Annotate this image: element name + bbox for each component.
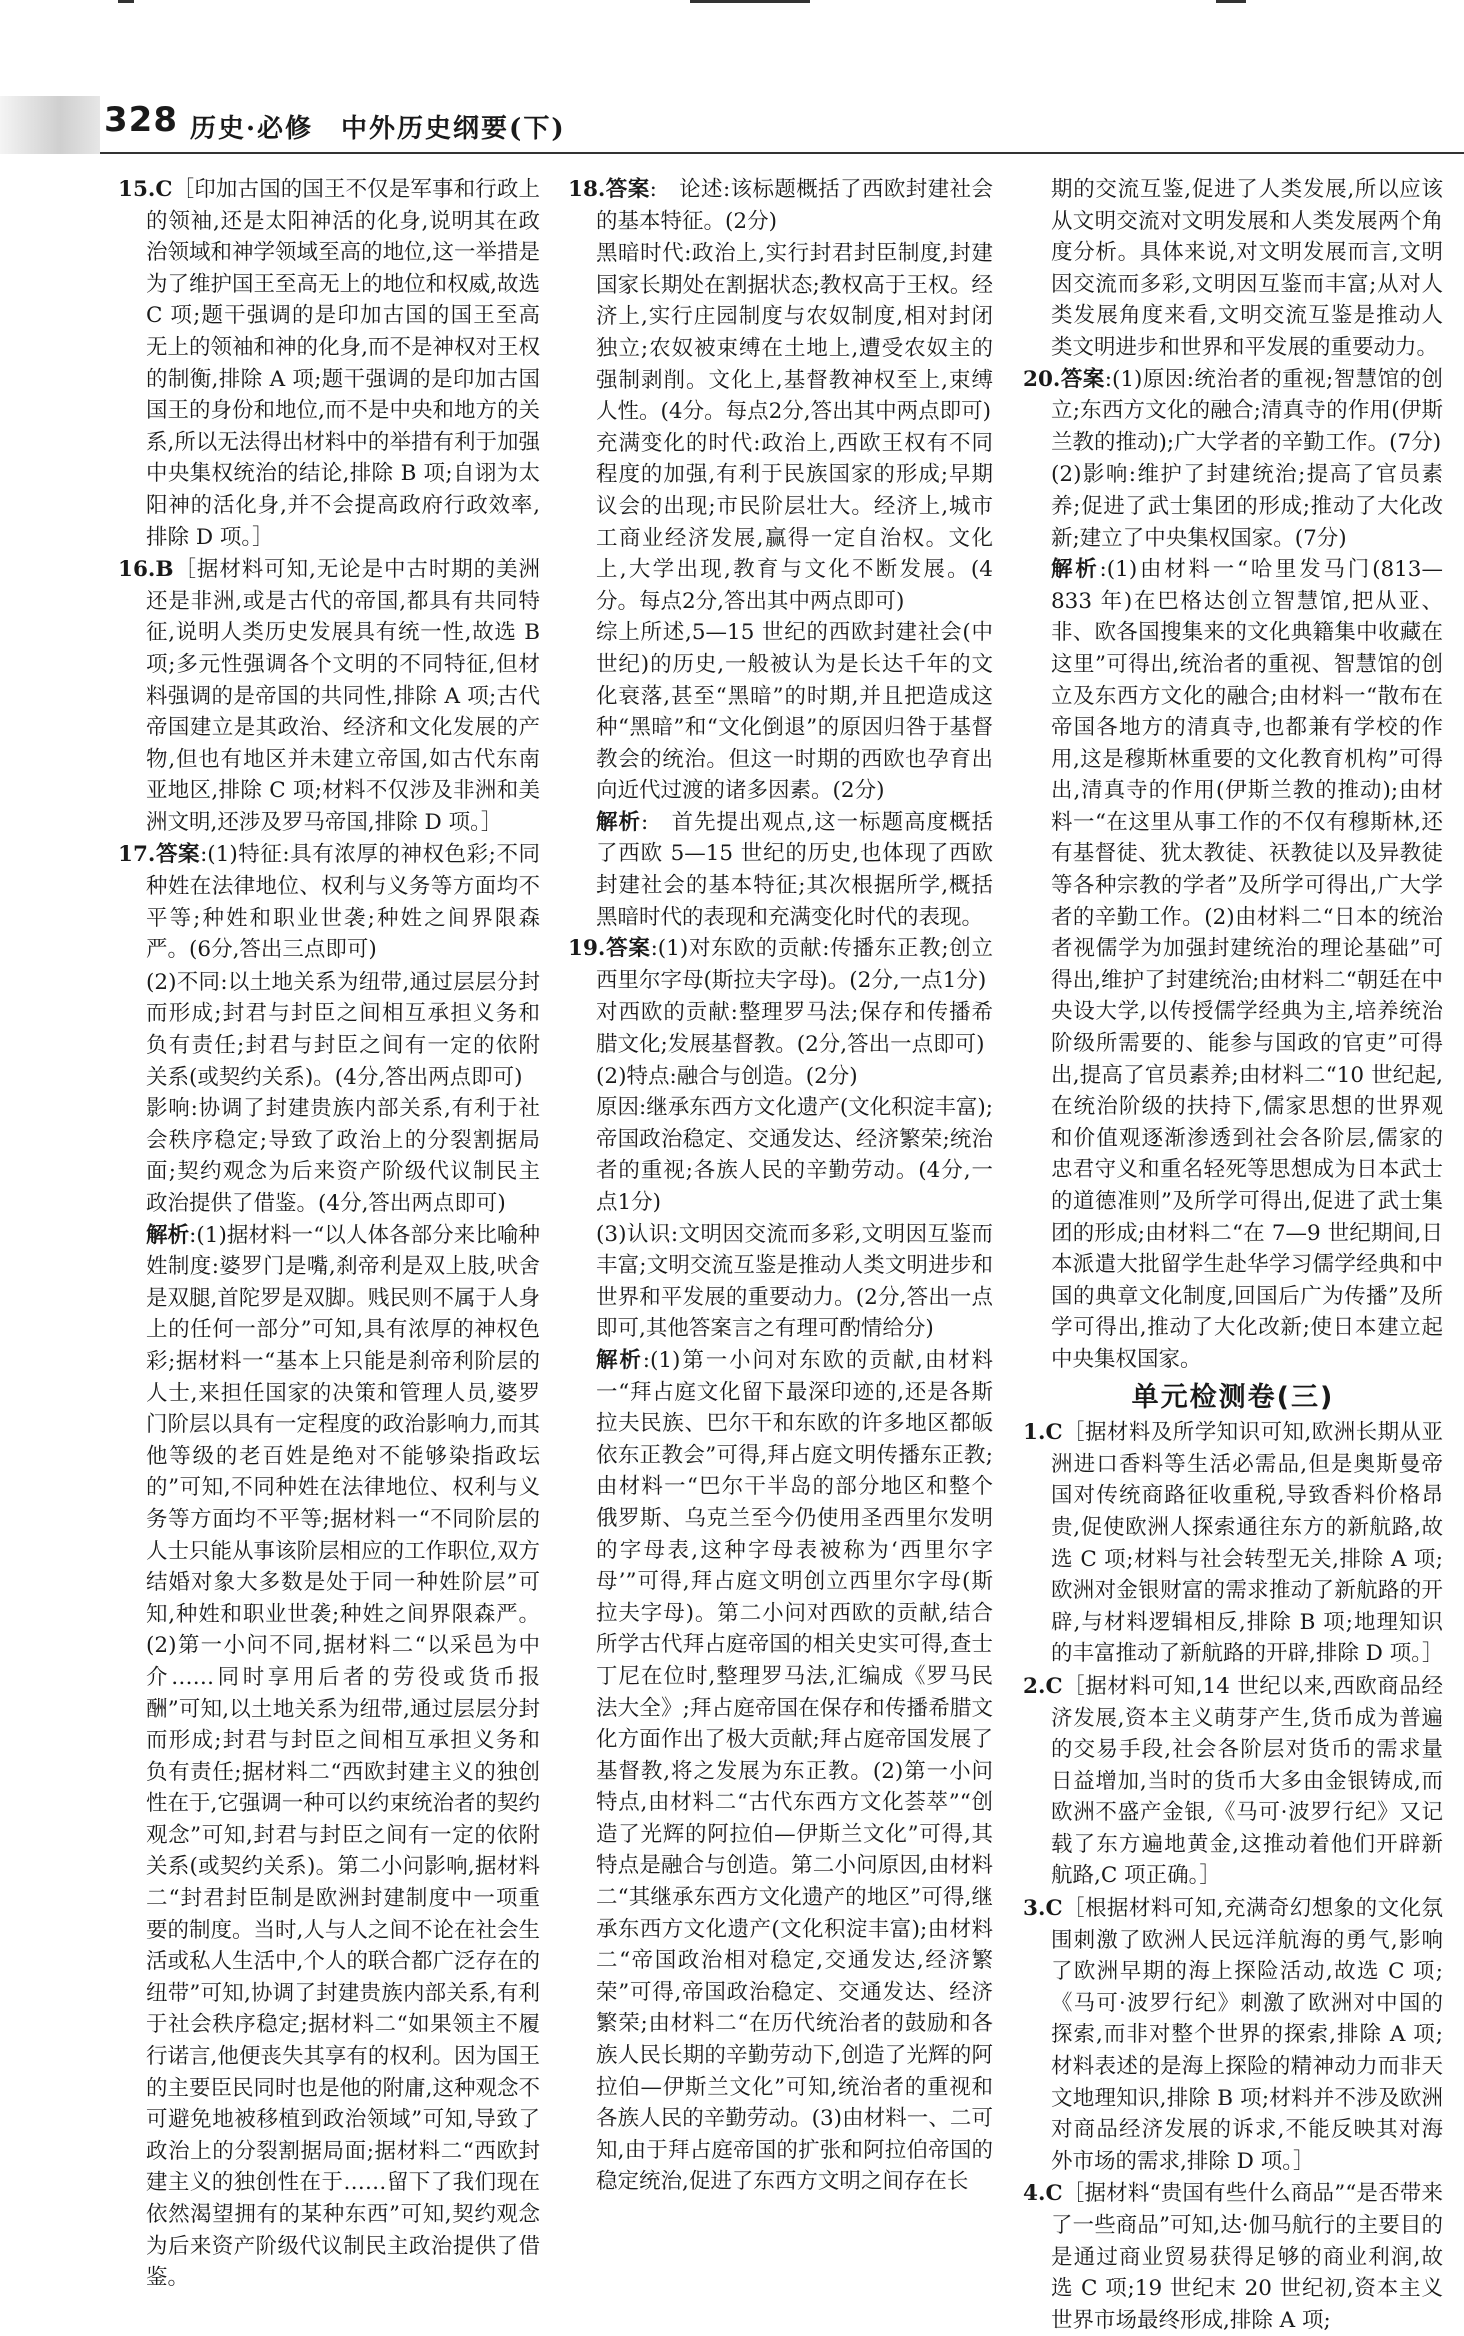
paragraph-text: : 首先提出观点,这一标题高度概括了西欧 5—15 世纪的历史,也体现了西欧封建社会的基本特征;其次根据所学,概括黑暗时代的表现和充满变化时代的表现。 [596, 809, 993, 930]
question-number: 16. [118, 557, 156, 583]
answer-explanation: : 论述:该标题概括了西欧封建社会的基本特征。(2分) [596, 177, 993, 234]
answer-paragraph [568, 238, 993, 428]
question-number: 18. [568, 177, 606, 202]
answer-explanation: :(1)对东欧的贡献:传播东正教;创立西里尔字母(斯拉夫字母)。(2分,一点1分) [596, 936, 993, 993]
answer-paragraph [118, 1220, 540, 2294]
paragraph-text: :(1)据材料一“以人体各部分来比喻种姓制度:婆罗门是嘴,刹帝利是双上肢,吠舍是双腿,首陀罗是双脚。贱民则不属于人身上的任何一部分”可知,具有浓厚的神权色彩;据材料一“基本上只能是刹帝利阶层的人士,来担任国家的决策和管理人员,婆罗门阶层以具有一定程度的政治影响力,而其他等级的老百姓是绝对不能够染指政坛的”可知,不同种姓在法律地位、权利与义务等方面均不平等;据材料一“不同阶层的人士只能从事该阶层相应的工作职位,双方结婚对象大多数是处于同一种姓阶层”可知,种姓和职业世袭;种姓之间界限森严。(2)第一小问不同,据材料二“以采邑为中介……同时享用后者的劳役或货币报酬”可知,以土地关系为纽带,通过层层分封而形成;封君与封臣之间相互承担义务和负有责任;据材料二“西欧封建主义的独创性在于,它强调一种可以约束统治者的契约观念”可知,封君与封臣之间有一定的依附关系(或契约关系)。第二小问影响,据材料二“封君封臣制是欧洲封建制度中一项重要的制度。当时,人与人之间不论在社会生活或私人生活中,个人的联合都广泛存在的纽带”可知,协调了封建贵族内部关系,有利于社会秩序稳定;据材料二“如果领主不履行诺言,他便丧失其享有的权利。因为国王的主要臣民同时也是他的附庸,这种观念不可避免地被移植到政治领域”可知,导致了政治上的分裂割据局面;据材料二“西欧封建主义的独创性在于……留下了我们现在依然渴望拥有的某种东西”可知,契约观念为后来资产阶级代议制民主政治提供了借鉴。 [146, 1222, 540, 2291]
question-number: 3. [1023, 1896, 1046, 1922]
answer-explanation: ［印加古国的国王不仅是军事和行政上的领袖,还是太阳神活的化身,说明其在政治领域和神学领域至高的地位,这一举措是为了维护国王至高无上的地位和权威,故选 C 项;题干强调的是印加古国的国王至高无上的领袖和神的化身,而不是神权对王权的制衡,排除 A 项;题干强调的是印加古国国王的身份和地位,而不是中央和地方的关系,所以无法得出材料中的举措有利于加强中央集权统治的结论,排除 B 项;自诩为太阳神的活化身,并不会提高政府行政效率,排除 D 项。］ [146, 177, 540, 550]
answer-item [118, 174, 540, 553]
paragraph-text: 黑暗时代:政治上,实行封君封臣制度,封建国家长期处在割据状态;教权高于王权。经济上,实行庄园制度与农奴制度,相对封闭独立;农奴被束缚在土地上,遭受农奴主的强制剥削。文化上,基督教神权至上,束缚人性。(4分。每点2分,答出其中两点即可) [596, 241, 993, 425]
answer-item [1023, 1893, 1443, 2177]
answer-paragraph [568, 1061, 993, 1093]
answer-paragraph [118, 967, 540, 1093]
paragraph-text: (2)特点:融合与创造。(2分) [596, 1063, 858, 1089]
answer-item [1023, 364, 1443, 459]
question-number: 1. [1023, 1420, 1046, 1446]
paragraph-text: 综上所述,5—15 世纪的西欧封建社会(中世纪)的历史,一般被认为是长达千年的文化衰落,甚至“黑暗”的时期,并且把造成这种“黑暗”和“文化倒退”的原因归咎于基督教会的统治。但这一时期的西欧也孕育出向近代过渡的诸多因素。(2分) [596, 620, 993, 804]
question-number: 19. [568, 936, 606, 962]
section-title: 单元检测卷(三) [1131, 1381, 1335, 1413]
analysis-label: 解析 [1051, 557, 1100, 583]
answer-item [1023, 1671, 1443, 1892]
column-right [1023, 174, 1444, 2333]
column-left [118, 174, 540, 2291]
answer-explanation: :(1)原因:统治者的重视;智慧馆的创立;东西方文化的融合;清真寺的作用(伊斯兰教的推动);广大学者的辛勤工作。(7分) [1051, 366, 1443, 455]
page-header [0, 96, 1464, 162]
analysis-label: 解析 [146, 1222, 190, 1248]
answer-item [568, 174, 993, 237]
answer-item [1023, 2178, 1443, 2336]
answer-paragraph [568, 1345, 993, 2198]
header-tab-decoration [0, 96, 100, 154]
answer-item [568, 933, 993, 996]
answer-item [118, 839, 540, 965]
header-divider [100, 152, 1464, 154]
answer-paragraph [118, 1093, 540, 1219]
paragraph-text: 期的交流互鉴,促进了人类发展,所以应该从文明交流对文明发展和人类发展两个角度分析。具体来说,对文明发展而言,文明因交流而多彩,文明因互鉴而丰富;从对人类发展角度来看,文明交流互鉴是推动人类文明进步和世界和平发展的重要动力。 [1051, 177, 1443, 360]
answer-choice: C [155, 177, 173, 202]
question-number: 4. [1023, 2181, 1046, 2207]
answer-explanation: ［据材料可知,14 世纪以来,西欧商品经济发展,资本主义萌芽产生,货币成为普遍的交易手段,社会各阶层对货币的需求量日益增加,当时的货币大多由金银铸成,而欧洲不盛产金银,《马可·波罗行纪》又记载了东方遍地黄金,这推动着他们开辟新航路,C 项正确。］ [1051, 1673, 1443, 1889]
answer-choice: B [155, 557, 174, 583]
paragraph-text: (2)不同:以土地关系为纽带,通过层层分封而形成;封君与封臣之间相互承担义务和负有责任;封君与封臣之间有一定的依附关系(或契约关系)。(4分,答出两点即可) [146, 969, 540, 1090]
answer-choice: 答案 [1060, 366, 1105, 392]
answer-explanation: ［据材料“贵国有些什么商品”“是否带来了一些商品”可知,达·伽马航行的主要目的是通过商业贸易获得足够的商业利润,故选 C 项;19 世纪末 20 世纪初,资本主义世界市场最终形成,排除 A 项; [1051, 2181, 1443, 2333]
answer-paragraph [1023, 554, 1443, 1375]
answer-explanation: ［据材料及所学知识可知,欧洲长期从亚洲进口香料等生活必需品,但是奥斯曼帝国对传统商路征收重税,导致香料价格昂贵,促使欧洲人探索通往东方的新航路,故选 C 项;材料与社会转型无关,排除 A 项;欧洲对金银财富的需求推动了新航路的开辟,与材料逻辑相反,排除 B 项;地理知识的丰富推动了新航路的开辟,排除 D 项。］ [1051, 1420, 1444, 1667]
answer-choice: 答案 [605, 936, 651, 962]
paragraph-text: 对西欧的贡献:整理罗马法;保存和传播希腊文化;发展基督教。(2分,答出一点即可) [596, 1000, 993, 1058]
question-number: 17. [118, 842, 156, 868]
paragraph-text: 充满变化的时代:政治上,西欧王权有不同程度的加强,有利于民族国家的形成;早期议会的出现;市民阶层壮大。经济上,城市工商业经济发展,赢得一定自治权。文化上,大学出现,教育与文化不断发展。(4分。每点2分,答出其中两点即可) [596, 430, 993, 614]
answer-paragraph [1023, 459, 1443, 554]
question-number: 2. [1023, 1673, 1046, 1699]
answer-item [1023, 1417, 1443, 1670]
answer-paragraph [568, 807, 993, 933]
answer-paragraph [568, 428, 993, 618]
answer-choice: 答案 [155, 842, 201, 868]
paragraph-text: (3)认识:文明因交流而多彩,文明因互鉴而丰富;文明交流互鉴是推动人类文明进步和世界和平发展的重要动力。(2分,答出一点即可,其他答案言之有理可酌情给分) [596, 1221, 993, 1342]
paragraph-text: (2)影响:维护了封建统治;提高了官员素养;促进了武士集团的形成;推动了大化改新;建立了中央集权国家。(7分) [1051, 462, 1443, 551]
answer-paragraph [568, 997, 993, 1060]
answer-explanation: ［据材料可知,无论是中古时期的美洲还是非洲,或是古代的帝国,都具有共同特征,说明人类历史发展具有统一性,故选 B 项;多元性强调各个文明的不同特征,但材料强调的是帝国的共同性,排除 A 项;古代帝国建立是其政治、经济和文化发展的产物,但也有地区并未建立帝国,如古代东南亚地区,排除 C 项;材料不仅涉及非洲和美洲文明,还涉及罗马帝国,排除 D 项。］ [146, 557, 540, 835]
question-number: 20. [1023, 366, 1061, 392]
answer-explanation: :(1)特征:具有浓厚的神权色彩;不同种姓在法律地位、权利与义务等方面均不平等;种姓和职业世袭;种姓之间界限森严。(6分,答出三点即可) [146, 842, 540, 963]
top-crop-marks [0, 0, 1464, 8]
answer-paragraph [568, 1219, 993, 1345]
question-number: 15. [118, 177, 156, 202]
paragraph-text: :(1)由材料一“哈里发马门(813—833 年)在巴格达创立智慧馆,把从亚、非、欧各国搜集来的文化典籍集中收藏在这里”可得出,统治者的重视、智慧馆的创立及东西方文化的融合;由材料一“散布在帝国各地方的清真寺,也都兼有学校的作用,这是穆斯林重要的文化教育机构”可得出,清真寺的作用(伊斯兰教的推动);由材料一“在这里从事工作的不仅有穆斯林,还有基督徒、犹太教徒、祆教徒以及异教徒等各种宗教的学者”及所学可得出,广大学者的辛勤工作。(2)由材料二“日本的统治者视儒学为加强封建统治的理论基础”可得出,维护了封建统治;由材料二“朝廷在中央设大学,以传授儒学经典为主,培养统治阶级所需要的、能参与国政的官吏”可得出,提高了官员素养;由材料二“10 世纪起,在统治阶级的扶持下,儒家思想的世界观和价值观逐渐渗透到社会各阶层,儒家的忠君守义和重名轻死等思想成为日本武士的道德准则”及所学可得出,促进了武士集团的形成;由材料二“在 7—9 世纪期间,日本派遣大批留学生赴华学习儒学经典和中国的典章文化制度,回国后广为传播”及所学可得出,推动了大化改新;使日本建立起中央集权国家。 [1051, 557, 1443, 1372]
answer-item [118, 554, 540, 838]
page-number: 328 [104, 100, 178, 140]
answer-choice: C [1045, 1673, 1063, 1699]
analysis-label: 解析 [596, 1347, 643, 1373]
answer-paragraph [568, 617, 993, 807]
answer-choice: C [1045, 1420, 1063, 1446]
answer-paragraph [568, 1092, 993, 1218]
paragraph-text: 影响:协调了封建贵族内部关系,有利于社会秩序稳定;导致了政治上的分裂割据局面;契约观念为后来资产阶级代议制民主政治提供了借鉴。(4分,答出两点即可) [146, 1096, 540, 1216]
answer-choice: C [1045, 1896, 1063, 1922]
paragraph-text: 原因:继承东西方文化遗产(文化积淀丰富);帝国政治稳定、交通发达、经济繁荣;统治者的重视;各族人民的辛勤劳动。(4分,一点1分) [596, 1095, 993, 1215]
answer-paragraph [1023, 174, 1443, 364]
book-title: 历史·必修 中外历史纲要(下) [190, 114, 566, 144]
paragraph-text: :(1)第一小问对东欧的贡献,由材料一“拜占庭文化留下最深印迹的,还是各斯拉夫民族、巴尔干和东欧的许多地区都皈依东正教会”可得,拜占庭文明传播东正教;由材料一“巴尔干半岛的部分地区和整个俄罗斯、乌克兰至今仍使用圣西里尔发明的字母表,这种字母表被称为‘西里尔字母’”可得,拜占庭文明创立西里尔字母(斯拉夫字母)。第二小问对西欧的贡献,结合所学古代拜占庭帝国的相关史实可得,查士丁尼在位时,整理罗马法,汇编成《罗马民法大全》;拜占庭帝国在保存和传播希腊文化方面作出了极大贡献;拜占庭帝国发展了基督教,将之发展为东正教。(2)第一小问特点,由材料二“古代东西方文化荟萃”“创造了光辉的阿拉伯—伊斯兰文化”可得,其特点是融合与创造。第二小问原因,由材料二“其继承东西方文化遗产的地区”可得,继承东西方文化遗产(文化积淀丰富);由材料二“帝国政治相对稳定,交通发达,经济繁荣”可得,帝国政治稳定、交通发达、经济繁荣;由材料二“在历代统治者的鼓励和各族人民长期的辛勤劳动下,创造了光辉的阿拉伯—伊斯兰文化”可知,统治者的重视和各族人民的辛勤劳动。(3)由材料一、二可知,由于拜占庭帝国的扩张和阿拉伯帝国的稳定统治,促进了东西方文明之间存在长 [596, 1347, 993, 2195]
answer-choice: 答案 [605, 177, 650, 202]
answer-explanation: ［根据材料可知,充满奇幻想象的文化氛围刺激了欧洲人民远洋航海的勇气,影响了欧洲早期的海上探险活动,故选 C 项;《马可·波罗行纪》刺激了欧洲对中国的探索,而非对整个世界的探索,排除 A 项;材料表述的是海上探险的精神动力而非天文地理知识,排除 B 项;材料并不涉及欧洲对商品经济发展的诉求,不能反映其对海外市场的需求,排除 D 项。］ [1051, 1896, 1443, 2174]
column-middle [568, 174, 993, 2195]
answer-choice: C [1045, 2181, 1063, 2207]
analysis-label: 解析 [596, 809, 641, 835]
